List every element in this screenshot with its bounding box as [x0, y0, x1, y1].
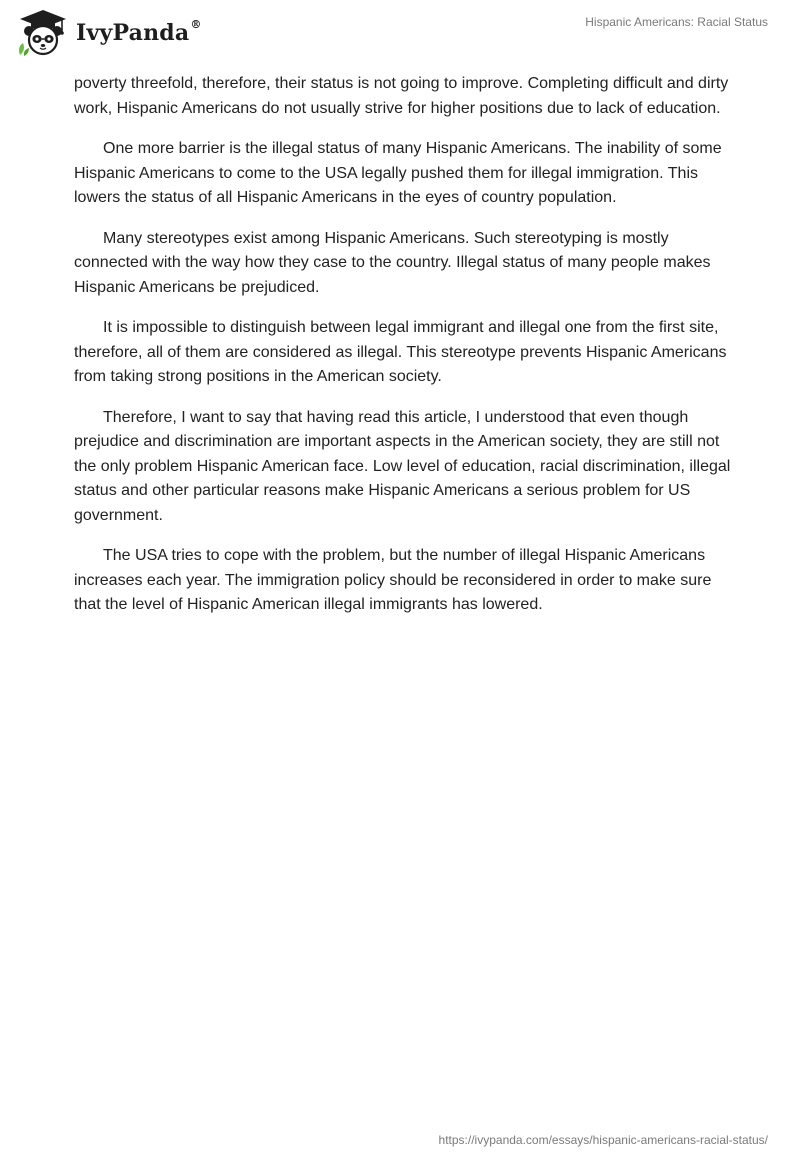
logo-text	[76, 20, 202, 46]
paragraph: One more barrier is the illegal status of many Hispanic Americans. The inability of some Hispanic Americans to come to the USA legally pushed them for illegal immigration. This lowers the status of all Hispanic Americans in the eyes of country population.	[74, 140, 722, 206]
paragraph: Many stereotypes exist among Hispanic Americans. Such stereotyping is mostly connected with the way how they case to the country. Illegal status of many people makes Hispanic Americans be prejudiced.	[74, 229, 711, 296]
paragraph: Therefore, I want to say that having read this article, I understood that even though prejudice and discrimination are important aspects in the American society, they are still not the only problem Hispanic American face. Low level of education, racial discrimination, illegal status and other particular reasons make Hispanic Americans a serious problem for US government.	[74, 408, 731, 524]
paragraph: The USA tries to cope with the problem, but the number of illegal Hispanic Americans increases each year. The immigration policy should be reconsidered in order to make sure that the level of Hispanic American illegal immigrants has lowered.	[74, 547, 712, 613]
paragraph: It is impossible to distinguish between legal immigrant and illegal one from the first site, therefore, all of them are considered as illegal. This stereotype prevents Hispanic Americans from taking strong positions in the American society.	[74, 319, 727, 385]
ivypanda-logo[interactable]	[14, 8, 202, 58]
registered-mark: ®	[190, 18, 202, 31]
page-header	[0, 0, 800, 70]
panda-graduate-icon	[14, 8, 72, 58]
logo-wordmark: IvyPanda	[76, 20, 190, 46]
source-url[interactable]: https://ivypanda.com/essays/hispanic-americans-racial-status/	[438, 1133, 768, 1147]
document-title: Hispanic Americans: Racial Status	[585, 15, 768, 29]
paragraph-continuation: poverty threefold, therefore, their status is not going to improve. Completing difficult and dirty work, Hispanic Americans do not usually strive for higher positions due to lack of education.	[74, 75, 729, 117]
essay-body	[74, 72, 734, 634]
